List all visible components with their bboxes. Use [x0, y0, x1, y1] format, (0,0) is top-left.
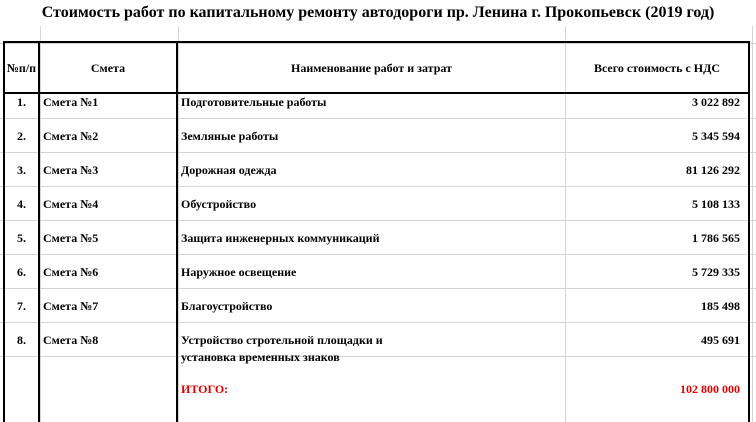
row-8-estimate: Смета №8 [43, 333, 99, 347]
spreadsheet-grid [0, 26, 756, 422]
row-1-num: 1. [17, 95, 26, 109]
total-label: ИТОГО: [181, 382, 229, 396]
row-5-estimate: Смета №5 [43, 231, 99, 245]
header-name: Наименование работ и затрат [291, 61, 452, 75]
row-5-cost: 1 786 565 [692, 231, 740, 245]
page-title: Стоимость работ по капитальному ремонту автодороги пр. Ленина г. Прокопьевск (2019 год) [41, 4, 715, 21]
row-7-cost: 185 498 [701, 299, 740, 313]
row-3-estimate: Смета №3 [43, 163, 99, 177]
row-5-num: 5. [17, 231, 26, 245]
row-7-estimate: Смета №7 [43, 299, 99, 313]
row-3-cost: 81 126 292 [686, 163, 740, 177]
row-1-cost: 3 022 892 [692, 95, 740, 109]
total-value: 102 800 000 [680, 382, 740, 396]
table-right-border [748, 41, 750, 422]
row-5-name: Защита инженерных коммуникаций [181, 231, 380, 245]
header-num: №п/п [6, 61, 37, 75]
row-1-estimate: Смета №1 [43, 95, 99, 109]
row-6-cost: 5 729 335 [692, 265, 740, 279]
row-8-cost: 495 691 [701, 333, 740, 347]
table-top-border [3, 41, 750, 43]
row-2-cost: 5 345 594 [692, 129, 740, 143]
row-7-name: Благоустройство [181, 299, 273, 313]
row-6-name: Наружное освещение [181, 265, 297, 279]
row-2-num: 2. [17, 129, 26, 143]
header-cost: Всего стоимость с НДС [593, 61, 721, 75]
header-estimate: Смета [90, 61, 126, 75]
row-3-name: Дорожная одежда [181, 163, 277, 177]
row-8-num: 8. [17, 333, 26, 347]
row-4-cost: 5 108 133 [692, 197, 740, 211]
row-4-name: Обустройство [181, 197, 257, 211]
row-4-estimate: Смета №4 [43, 197, 99, 211]
row-6-num: 6. [17, 265, 26, 279]
row-7-num: 7. [17, 299, 26, 313]
row-4-num: 4. [17, 197, 26, 211]
row-8-name: Устройство стротельной площадки и [181, 333, 383, 347]
row-3-num: 3. [17, 163, 26, 177]
row-1-name: Подготовительные работы [181, 95, 327, 109]
row-2-estimate: Смета №2 [43, 129, 99, 143]
row-8-name-line2: установка временных знаков [181, 350, 340, 364]
row-2-name: Земляные работы [181, 129, 279, 143]
row-6-estimate: Смета №6 [43, 265, 99, 279]
